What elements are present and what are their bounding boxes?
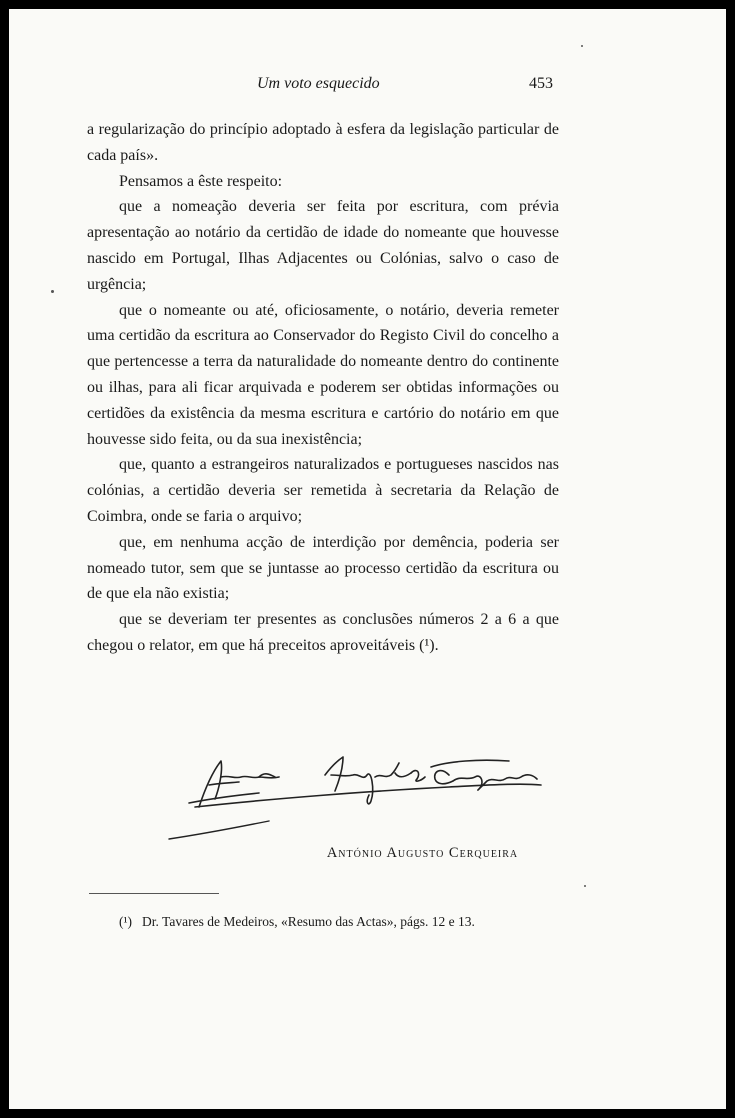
paper-speck — [584, 885, 586, 887]
book-page — [9, 9, 726, 1109]
paper-speck — [51, 290, 54, 293]
page-number: 453 — [529, 75, 553, 92]
paragraph-continuation: a regularização do princípio adoptado à esfera da legislação particular de cada país». — [87, 121, 559, 164]
handwritten-signature — [149, 749, 549, 849]
running-title: Um voto esquecido — [257, 75, 380, 92]
paragraph-clause: que se deveriam ter presentes as conclusões números 2 a 6 a que chegou o relator, em que há preceitos aproveitáveis (¹). — [87, 611, 559, 654]
paragraph-clause: que, em nenhuma acção de interdição por demência, poderia ser nomeado tutor, sem que se juntasse ao processo certidão da escritura ou de que ela não existia; — [87, 533, 559, 603]
body-text — [87, 117, 559, 659]
footnote-divider — [89, 893, 219, 894]
paragraph-intro: Pensamos a êste respeito: — [119, 172, 283, 190]
page-header — [9, 75, 726, 99]
footnote — [119, 914, 599, 930]
signature-drawing — [149, 749, 549, 849]
paragraph-clause: que a nomeação deveria ser feita por escritura, com prévia apresentação ao notário da certidão de idade do nomeante que houvesse nascido em Portugal, Ilhas Adjacentes ou Colónias, salvo o caso de urgência; — [87, 198, 559, 293]
footnote-marker: (¹) — [119, 914, 133, 929]
paper-speck — [581, 45, 583, 47]
signatory-name: António Augusto Cerqueira — [326, 845, 519, 861]
paragraph-clause: que, quanto a estrangeiros naturalizados e portugueses nascidos nas colónias, a certidão deveria ser remetida à secretaria da Relação de Coimbra, onde se faria o arquivo; — [87, 456, 559, 525]
footnote-text: Dr. Tavares de Medeiros, «Resumo das Actas», págs. 12 e 13. — [142, 914, 475, 929]
paragraph-clause: que o nomeante ou até, oficiosamente, o notário, deveria remeter uma certidão da escritura ao Conservador do Registo Civil do concelho a que pertencesse a terra da naturalidade do nomeante dentro do continente ou ilhas, para ali ficar arquivada e poderem ser obtidas informações ou certidões da existência da mesma escritura e cartório do notário em que houvesse sido feita, ou da sua inexistência; — [87, 301, 559, 448]
